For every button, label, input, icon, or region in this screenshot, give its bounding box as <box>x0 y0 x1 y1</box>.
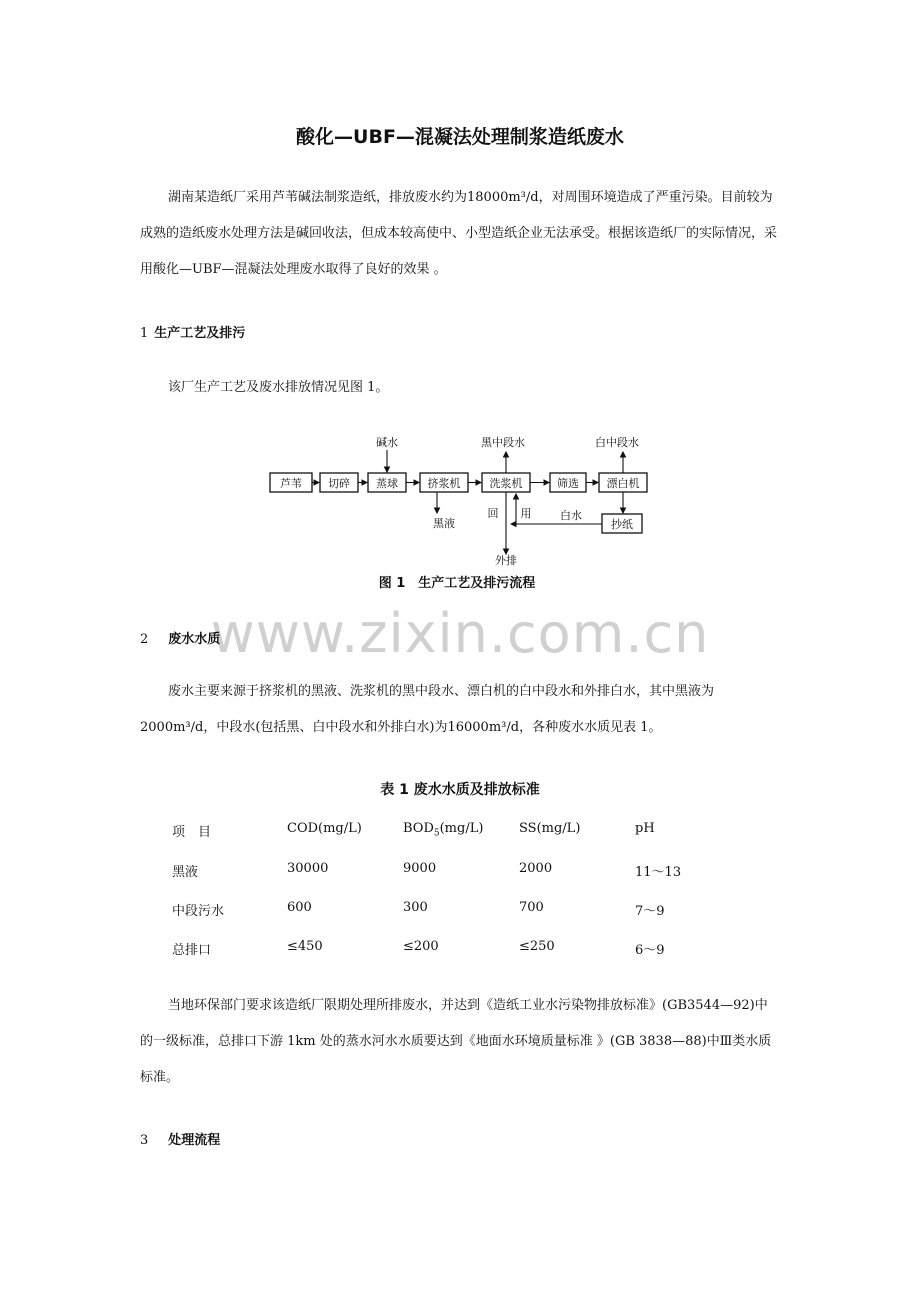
label-reuse-1: 回 <box>487 507 499 520</box>
table-cell: 11～13 <box>635 865 682 880</box>
section2-paragraph: 废水主要来源于挤浆机的黑液、洗浆机的黑中段水、漂白机的白中段水和外排白水，其中黑液为2000m³/d，中段水(包括黑、白中段水和外排白水)为16000m³/d，各种废水水质见表 1。 <box>140 684 715 735</box>
section-number: 1 <box>140 326 149 341</box>
table-header-ss: SS(mg/L) <box>519 821 581 836</box>
figure-caption: 图 1 生产工艺及排污流程 <box>378 576 536 591</box>
section-title: 废水水质 <box>168 632 221 647</box>
table-cell: 30000 <box>287 861 329 876</box>
flow-box-label: 芦苇 <box>280 477 302 490</box>
label-white-water: 白水 <box>560 509 582 522</box>
intro-paragraph: 湖南某造纸厂采用芦苇碱法制浆造纸，排放废水约为18000m³/d，对周围环境造成了严重污染。目前较为成熟的造纸废水处理方法是碱回收法，但成本较高使中、小型造纸企业无法承受。根据该造纸厂的实际情况，采用酸化—UBF—混凝法处理废水取得了良好的效果 。 <box>140 190 778 277</box>
table-header-ph: pH <box>635 821 655 836</box>
table-cell: 6～9 <box>635 943 665 958</box>
watermark: www.zixin.com.cn <box>210 602 710 665</box>
table-cell: 700 <box>519 900 544 915</box>
table-header-item: 项 目 <box>172 825 212 840</box>
section1-paragraph: 该厂生产工艺及废水排放情况见图 1。 <box>168 380 389 395</box>
flow-box-label: 洗浆机 <box>489 477 523 490</box>
section-title: 处理流程 <box>168 1133 221 1148</box>
label-black-liquor: 黑液 <box>433 517 455 530</box>
flow-box-label: 筛选 <box>557 477 579 490</box>
flow-box-label: 挤浆机 <box>427 477 461 490</box>
section-number: 3 <box>140 1133 149 1148</box>
standards-paragraph: 当地环保部门要求该造纸厂限期处理所排废水，并达到《造纸工业水污染物排放标准》(GB3544—92)中的一级标准，总排口下游 1km 处的蒸水河水水质要达到《地面水环境质量标准 》(GB 3838—88)中Ⅲ类水质标准。 <box>140 998 772 1085</box>
label-white-mid-water: 白中段水 <box>595 436 639 449</box>
table-cell: 黑液 <box>172 865 199 880</box>
table-cell: 总排口 <box>172 943 212 958</box>
process-flow-figure <box>265 428 665 598</box>
table-cell: ≤200 <box>403 939 439 954</box>
table-cell: 7～9 <box>635 904 665 919</box>
flow-box-label: 蒸球 <box>376 477 398 490</box>
section-title: 生产工艺及排污 <box>154 326 246 341</box>
section-number: 2 <box>140 632 149 647</box>
label-alkali-water: 碱水 <box>376 436 398 449</box>
table-cell: 中段污水 <box>172 904 225 919</box>
flow-box-label: 抄纸 <box>611 518 633 531</box>
table-title: 表 1 废水水质及排放标准 <box>380 782 540 798</box>
table-cell: ≤250 <box>519 939 555 954</box>
table-cell: 9000 <box>403 861 437 876</box>
section-heading-3 <box>140 1129 220 1148</box>
flow-box-label: 漂白机 <box>606 477 640 490</box>
table-header-cod: COD(mg/L) <box>287 821 362 836</box>
section-heading-1 <box>140 322 245 341</box>
page-title: 酸化—UBF—混凝法处理制浆造纸废水 <box>296 126 624 148</box>
table-cell: 2000 <box>519 861 553 876</box>
table-header-bod: $BOD_5(mg/L)$ <box>403 821 484 839</box>
flow-box-label: 切碎 <box>328 477 350 490</box>
label-reuse-2: 用 <box>520 507 532 520</box>
label-discharge: 外排 <box>495 554 517 567</box>
table-cell: 300 <box>403 900 428 915</box>
table-cell: ≤450 <box>287 939 323 954</box>
label-black-mid-water: 黑中段水 <box>481 436 525 449</box>
table-cell: 600 <box>287 900 312 915</box>
section-heading-2 <box>140 628 220 647</box>
